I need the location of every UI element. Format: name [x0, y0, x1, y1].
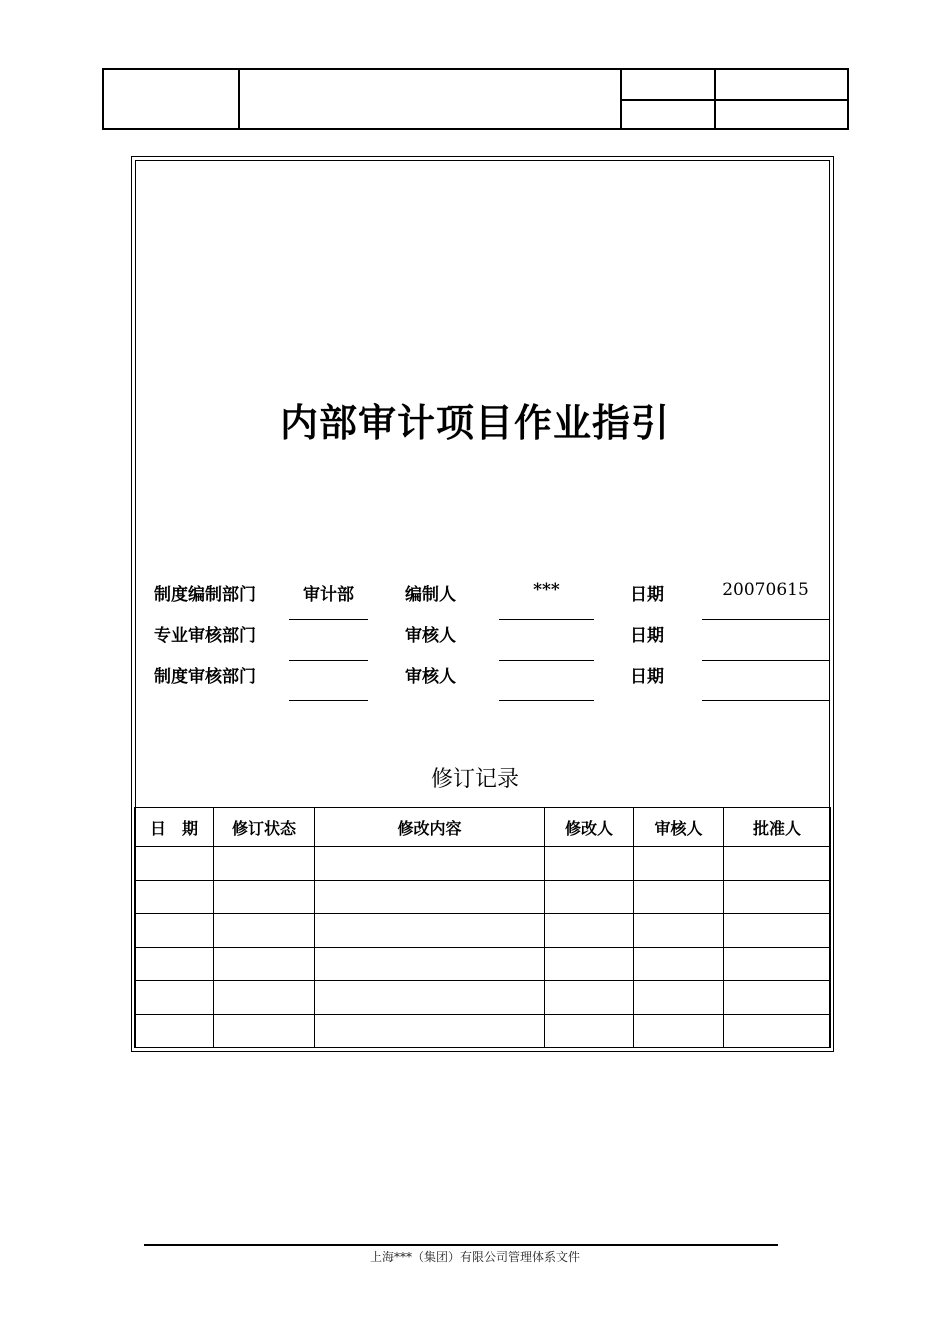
person-label: 审核人 — [405, 626, 456, 646]
revision-title: 修订记录 — [430, 767, 519, 792]
table-cell — [545, 947, 634, 981]
table-cell — [724, 847, 831, 881]
table-cell — [135, 947, 214, 981]
table-cell — [545, 981, 634, 1015]
revision-header-row — [135, 808, 831, 847]
table-cell — [634, 847, 724, 881]
footer-rule — [144, 1244, 778, 1246]
date-label: 日期 — [630, 626, 664, 646]
table-cell — [135, 914, 214, 948]
table-row — [135, 1014, 831, 1048]
table-cell — [214, 880, 315, 914]
person-label: 审核人 — [405, 667, 456, 687]
table-cell — [214, 981, 315, 1015]
dept-label: 专业审核部门 — [154, 626, 256, 646]
table-cell — [315, 947, 545, 981]
underline — [702, 619, 829, 620]
header-date: 日 期 — [135, 808, 214, 847]
table-cell — [315, 914, 545, 948]
underline — [702, 660, 829, 661]
header-content: 修改内容 — [315, 808, 545, 847]
header-table — [102, 68, 849, 130]
document-title: 内部审计项目作业指引 — [279, 400, 670, 445]
header-approver: 批准人 — [724, 808, 831, 847]
table-cell — [724, 880, 831, 914]
table-cell — [634, 981, 724, 1015]
table-cell — [634, 880, 724, 914]
table-row — [135, 947, 831, 981]
header-status: 修订状态 — [214, 808, 315, 847]
header-divider — [620, 99, 847, 101]
table-cell — [135, 1014, 214, 1048]
person-value: *** — [533, 580, 560, 600]
table-cell — [214, 1014, 315, 1048]
table-cell — [315, 880, 545, 914]
header-modifier: 修改人 — [545, 808, 634, 847]
dept-value: 审计部 — [303, 585, 354, 605]
table-cell — [315, 847, 545, 881]
table-cell — [135, 847, 214, 881]
table-cell — [135, 981, 214, 1015]
table-cell — [724, 947, 831, 981]
underline — [499, 619, 594, 620]
table-cell — [545, 914, 634, 948]
underline — [499, 660, 594, 661]
underline — [499, 700, 594, 701]
table-cell — [315, 1014, 545, 1048]
table-cell — [315, 981, 545, 1015]
person-label: 编制人 — [405, 585, 456, 605]
dept-label: 制度编制部门 — [154, 585, 256, 605]
footer-text: 上海***（集团）有限公司管理体系文件 — [369, 1250, 580, 1264]
table-cell — [634, 914, 724, 948]
table-row — [135, 880, 831, 914]
underline — [702, 700, 829, 701]
table-cell — [724, 981, 831, 1015]
table-row — [135, 914, 831, 948]
revision-table — [134, 807, 831, 1048]
date-value: 20070615 — [722, 580, 809, 600]
table-cell — [634, 1014, 724, 1048]
table-cell — [214, 947, 315, 981]
table-cell — [724, 1014, 831, 1048]
table-row — [135, 981, 831, 1015]
underline — [289, 619, 368, 620]
table-cell — [214, 847, 315, 881]
underline — [289, 660, 368, 661]
header-divider — [238, 70, 240, 128]
dept-label: 制度审核部门 — [154, 667, 256, 687]
table-cell — [724, 914, 831, 948]
table-row — [135, 847, 831, 881]
underline — [289, 700, 368, 701]
table-cell — [214, 914, 315, 948]
table-cell — [545, 847, 634, 881]
table-cell — [634, 947, 724, 981]
date-label: 日期 — [630, 667, 664, 687]
table-cell — [135, 880, 214, 914]
header-reviewer: 审核人 — [634, 808, 724, 847]
table-cell — [545, 880, 634, 914]
date-label: 日期 — [630, 585, 664, 605]
table-cell — [545, 1014, 634, 1048]
